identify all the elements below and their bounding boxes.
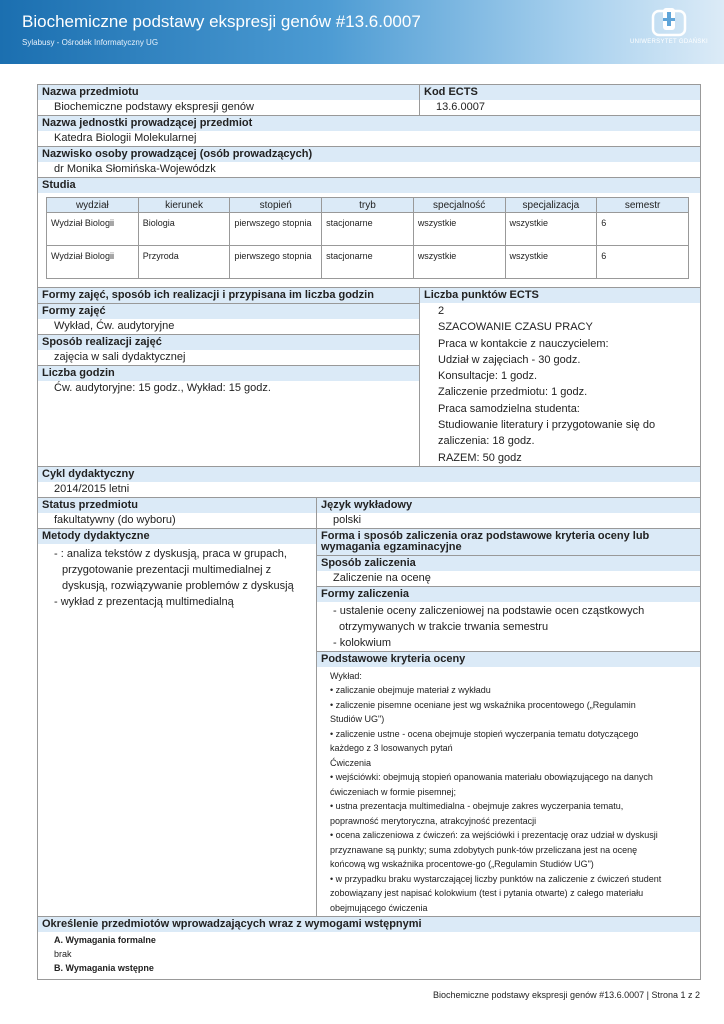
kryteria-list (317, 667, 700, 917)
status-jezyk-row (38, 497, 700, 528)
list-item: Konsultacje: 1 godz. (438, 370, 538, 383)
list-item: • wejściówki: obejmują stopień opanowania materiału obowiązującego na danych (330, 772, 653, 783)
forma-zaliczenia-label: Forma i sposób zaliczenia oraz podstawowe kryteria oceny lub wymagania egzaminacyjne (317, 528, 700, 555)
table-cell: Przyroda (138, 246, 230, 279)
jezyk-label: Język wykładowy (317, 497, 700, 513)
syllabus-document (37, 84, 701, 980)
list-item: • ustna prezentacja multimedialna - obejmuje zakres wyczerpania tematu, (330, 801, 624, 812)
list-item: • w przypadku braku wystarczającej liczby punktów na zaliczenie z ćwiczeń student (330, 873, 662, 884)
forms-section-label: Formy zajęć, sposób ich realizacji i przypisana im liczba godzin (38, 287, 419, 303)
list-item: - : analiza tekstów z dyskusją, praca w grupach, (54, 547, 287, 560)
studia-label: Studia (38, 177, 700, 193)
metody-list (38, 544, 316, 610)
formalne-label: A. Wymagania formalne (54, 935, 156, 946)
page-subtitle: Sylabusy - Ośrodek Informatyczny UG (22, 38, 159, 47)
course-name-value: Biochemiczne podstawy ekspresji genów (54, 101, 254, 113)
list-item: • zaliczenie pisemne oceniane jest wg wskaźnika procentowego („Regulamin (330, 699, 636, 710)
jezyk-value: polski (333, 513, 362, 526)
studia-header-cell: tryb (322, 198, 414, 213)
forma-label: Formy zajęć (38, 303, 419, 319)
table-row (47, 213, 689, 246)
forma-value: Wykład, Ćw. audytoryjne (54, 320, 175, 332)
list-item: RAZEM: 50 godz (438, 451, 522, 464)
formy-zaliczenia-list (317, 602, 700, 651)
list-item: • zaliczenie ustne - ocena obejmuje stopień wyczerpania tematu dotyczącego (330, 728, 639, 739)
list-item: 2 (438, 305, 445, 317)
sposob-zaliczenia-value: Zaliczenie na ocenę (333, 571, 431, 584)
ects-code-value: 13.6.0007 (436, 101, 485, 113)
sposob-value: zajęcia w sali dydaktycznej (54, 351, 186, 363)
studia-header-cell: specjalność (413, 198, 505, 213)
table-cell: stacjonarne (322, 213, 414, 246)
table-cell: wszystkie (413, 246, 505, 279)
logo-emblem-icon (649, 7, 689, 37)
studia-header-cell: semestr (597, 198, 689, 213)
studia-header-cell: wydział (47, 198, 139, 213)
sposob-label: Sposób realizacji zajęć (38, 334, 419, 350)
list-item: - wykład z prezentacją multimedialną (54, 595, 234, 608)
list-item: dyskusją, rozwiązywanie problemów z dyskusją (62, 579, 294, 592)
wstepne-label: B. Wymagania wstępne (54, 963, 154, 974)
table-cell: wszystkie (505, 246, 597, 279)
metody-zaliczenie-row (38, 528, 700, 917)
page-footer: Biochemiczne podstawy ekspresji genów #13.6.0007 | Strona 1 z 2 (433, 990, 700, 1000)
list-item: Praca w kontakcie z nauczycielem: (438, 337, 609, 350)
table-cell: Wydział Biologii (47, 213, 139, 246)
formy-zaliczenia-label: Formy zaliczenia (317, 586, 700, 602)
table-row (47, 246, 689, 279)
list-item: każdego z 3 losowanych pytań (330, 743, 453, 754)
studia-header-cell: specjalizacja (505, 198, 597, 213)
sposob-zaliczenia-label: Sposób zaliczenia (317, 555, 700, 571)
status-label: Status przedmiotu (38, 497, 316, 513)
metody-label: Metody dydaktyczne (38, 528, 316, 544)
teacher-value: dr Monika Słomińska-Wojewódzk (54, 163, 216, 175)
list-item: ćwiczeniach w formie pisemnej; (330, 786, 457, 797)
table-cell: wszystkie (413, 213, 505, 246)
list-item: poprawność merytoryczna, atrakcyjność prezentacji (330, 815, 537, 826)
page-header (0, 0, 724, 64)
list-item: otrzymywanych w trakcie trwania semestru (339, 620, 549, 633)
unit-label: Nazwa jednostki prowadzącej przedmiot (38, 115, 700, 131)
ects-workload-list (420, 303, 700, 466)
course-name-row (38, 85, 700, 115)
studia-header-cell: stopień (230, 198, 322, 213)
table-cell: 6 (597, 213, 689, 246)
kryteria-label: Podstawowe kryteria oceny (317, 651, 700, 667)
course-name-label: Nazwa przedmiotu (38, 85, 419, 100)
unit-value: Katedra Biologii Molekularnej (54, 132, 197, 144)
table-cell: Wydział Biologii (47, 246, 139, 279)
list-item: obejmującego ćwiczenia (330, 902, 428, 913)
godziny-value: Ćw. audytoryjne: 15 godz., Wykład: 15 godz. (54, 382, 271, 394)
forms-ects-row (38, 287, 700, 466)
page-title: Biochemiczne podstawy ekspresji genów #13.6.0007 (22, 12, 421, 31)
university-logo (628, 7, 710, 45)
list-item: przyznawane są punkty; suma zdobytych punk-tów przeliczana jest na ocenę (330, 844, 638, 855)
wymagania-body (38, 932, 700, 979)
list-item: • zaliczanie obejmuje materiał z wykładu (330, 685, 491, 696)
list-item: SZACOWANIE CZASU PRACY (438, 321, 593, 334)
list-item: Zaliczenie przedmiotu: 1 godz. (438, 386, 588, 399)
table-cell: 6 (597, 246, 689, 279)
list-item: - kolokwium (333, 636, 392, 649)
cykl-value: 2014/2015 letni (54, 482, 130, 495)
godziny-label: Liczba godzin (38, 365, 419, 381)
list-item: przygotowanie prezentacji multimedialnej z (62, 563, 272, 576)
table-cell: Biologia (138, 213, 230, 246)
ects-code-label: Kod ECTS (420, 85, 700, 100)
studia-header-cell: kierunek (138, 198, 230, 213)
formalne-value: brak (54, 949, 72, 960)
teacher-label: Nazwisko osoby prowadzącej (osób prowadzących) (38, 146, 700, 162)
table-cell: stacjonarne (322, 246, 414, 279)
studia-table (46, 197, 689, 279)
list-item: zobowiązany jest napisać kolokwium (test i pytania otwarte) z całego materiału (330, 888, 644, 899)
list-item: • ocena zaliczeniowa z ćwiczeń: za wejściówki i prezentację oraz udział w dyskusji (330, 830, 658, 841)
list-item: - ustalenie oceny zaliczeniowej na podstawie ocen cząstkowych (333, 604, 645, 617)
table-cell: pierwszego stopnia (230, 213, 322, 246)
table-cell: pierwszego stopnia (230, 246, 322, 279)
table-cell: wszystkie (505, 213, 597, 246)
list-item: Studiów UG") (330, 714, 385, 725)
status-value: fakultatywny (do wyboru) (54, 513, 176, 526)
list-item: końcową wg wskaźnika procentowe-go („Regulamin Studiów UG") (330, 859, 594, 870)
list-item: Praca samodzielna studenta: (438, 402, 580, 415)
list-item: Studiowanie literatury i przygotowanie się do (438, 419, 656, 432)
list-item: Udział w zajęciach - 30 godz. (438, 353, 581, 366)
list-item: zaliczenia: 18 godz. (438, 435, 535, 448)
wymagania-label: Określenie przedmiotów wprowadzających wraz z wymogami wstępnymi (38, 916, 700, 932)
list-item: Wykład: (330, 670, 362, 681)
logo-text: UNIWERSYTET GDAŃSKI (630, 39, 708, 45)
cykl-label: Cykl dydaktyczny (38, 466, 700, 482)
ects-points-label: Liczba punktów ECTS (420, 287, 700, 303)
list-item: Ćwiczenia (330, 757, 372, 768)
